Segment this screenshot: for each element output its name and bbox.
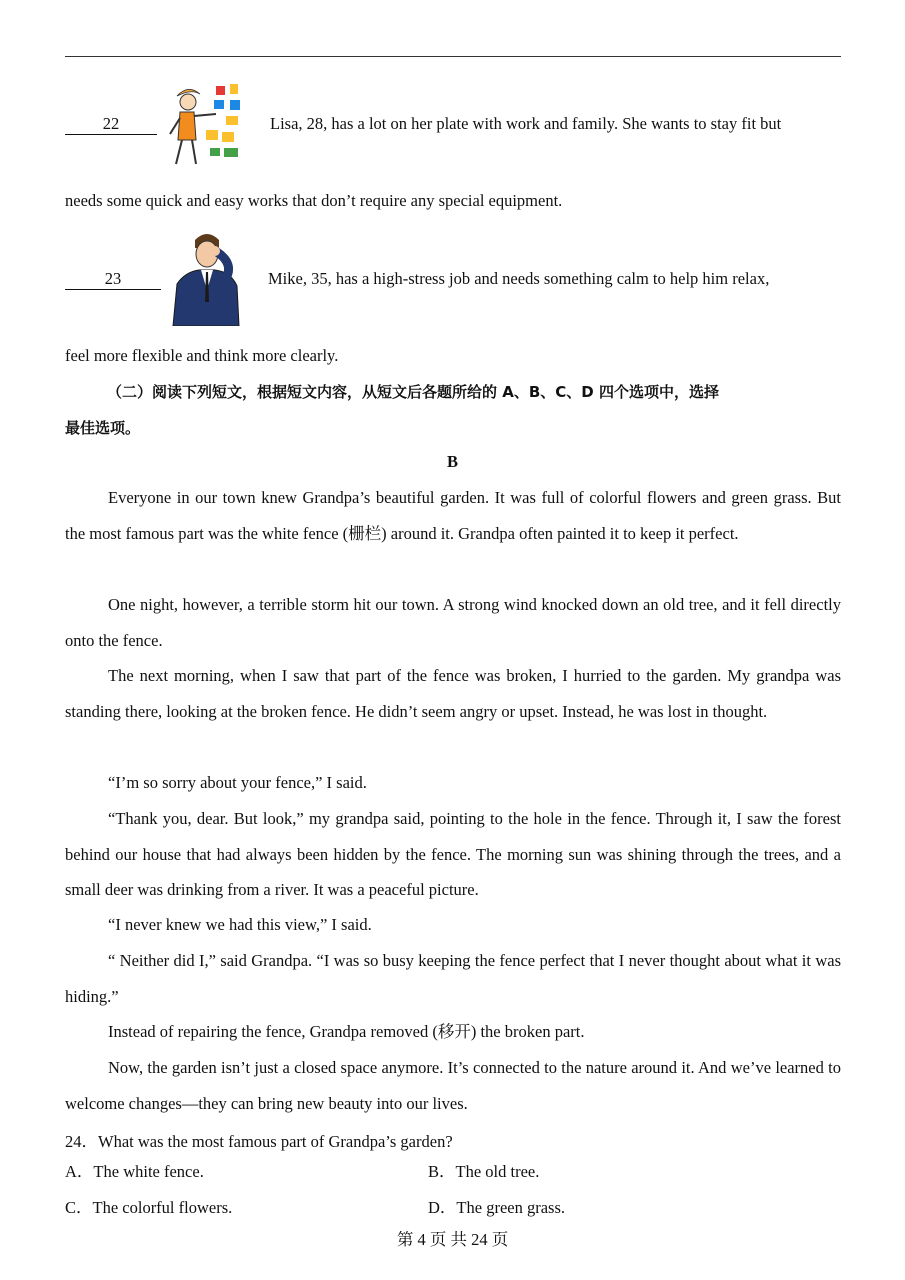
option-b[interactable]: B．The old tree. xyxy=(428,1162,540,1181)
passage-paragraph: One night, however, a terrible storm hit our town. A strong wind knocked down an old tree, and it fell directly onto the fence. xyxy=(65,595,841,650)
question-stem: 24．What was the most famous part of Grandpa’s garden? xyxy=(65,1132,453,1151)
item-22-line2: needs some quick and easy works that don’t require any special equipment. xyxy=(65,191,563,210)
option-a[interactable]: A．The white fence. xyxy=(65,1162,204,1181)
passage-paragraph: Everyone in our town knew Grandpa’s beautiful garden. It was full of colorful flowers and green grass. But the most famous part was the white fence (栅栏) around it. Grandpa often painted it to keep it perfect. xyxy=(65,488,841,543)
woman-exercise-illustration xyxy=(160,78,250,170)
passage-paragraph: Now, the garden isn’t just a closed space anymore. It’s connected to the nature around it. And we’ve learned to welcome changes—they can bring new beauty into our lives. xyxy=(65,1058,841,1113)
passage-paragraph: “ Neither did I,” said Grandpa. “I was so busy keeping the fence perfect that I never thought about what it was hiding.” xyxy=(65,951,841,1006)
option-d[interactable]: D．The green grass. xyxy=(428,1198,565,1217)
page-number-footer: 第 4 页 共 24 页 xyxy=(396,1230,509,1249)
answer-blank-23[interactable] xyxy=(65,269,161,290)
header-rule xyxy=(65,56,841,57)
passage-paragraph: “I’m so sorry about your fence,” I said. xyxy=(108,773,367,792)
answer-blank-22[interactable] xyxy=(65,114,157,135)
item-22-line1: Lisa, 28, has a lot on her plate with work and family. She wants to stay fit but xyxy=(270,114,782,133)
option-c[interactable]: C．The colorful flowers. xyxy=(65,1198,233,1217)
item-23-line1: Mike, 35, has a high-stress job and needs something calm to help him relax, xyxy=(268,269,770,288)
passage-paragraph: “I never knew we had this view,” I said. xyxy=(108,915,372,934)
stressed-man-illustration xyxy=(165,228,245,326)
passage-paragraph: The next morning, when I saw that part of the fence was broken, I hurried to the garden. My grandpa was standing there, looking at the broken fence. He didn’t seem angry or upset. Instead, he was lost in thought. xyxy=(65,666,841,721)
item-23-line2: feel more flexible and think more clearly. xyxy=(65,346,339,365)
item-number: 23 xyxy=(65,269,161,290)
section-instruction-line1: （二）阅读下列短文，根据短文内容，从短文后各题所给的 A、B、C、D 四个选项中，选择 xyxy=(107,383,719,401)
passage-paragraph: Instead of repairing the fence, Grandpa removed (移开) the broken part. xyxy=(108,1022,585,1041)
item-number: 22 xyxy=(65,114,157,135)
passage-title: B xyxy=(446,452,458,471)
passage-paragraph: “Thank you, dear. But look,” my grandpa said, pointing to the hole in the fence. Through it, I saw the forest behind our house that had always been hidden by the fence. The morning sun was shining through the trees, and a small deer was drinking from a river. It was a peaceful picture. xyxy=(65,809,841,900)
section-instruction-line2: 最佳选项。 xyxy=(65,419,141,437)
